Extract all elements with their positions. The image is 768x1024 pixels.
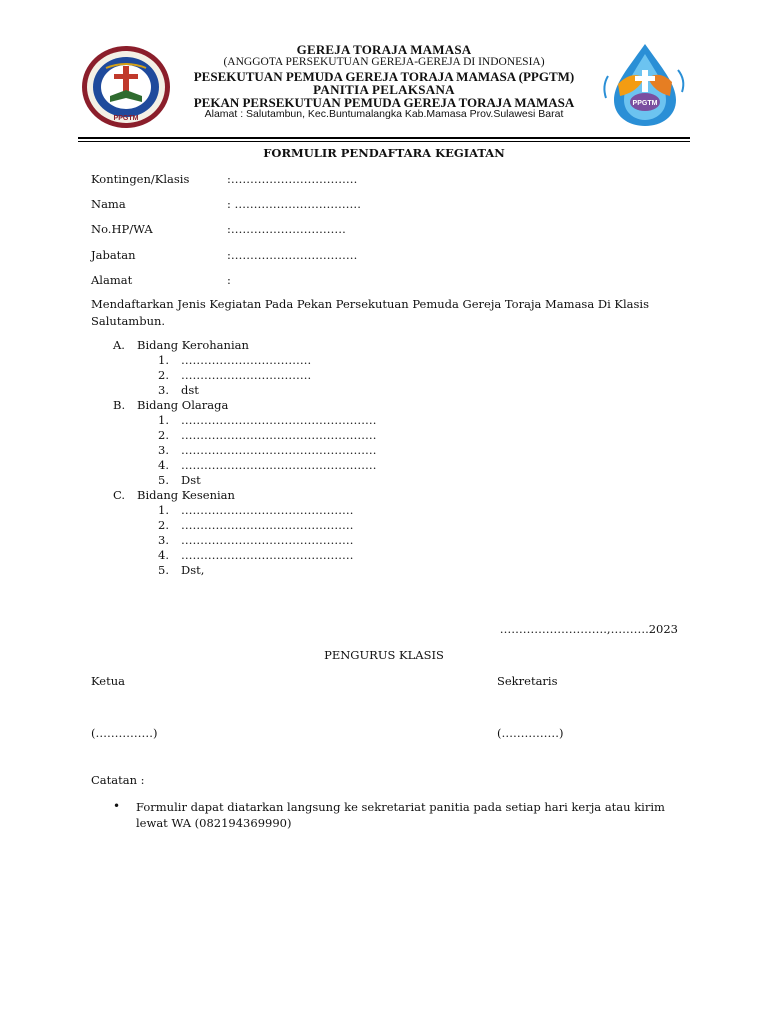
item-blank[interactable]: …………………………………………… — [181, 428, 377, 442]
item-blank[interactable]: ……………………………………… — [181, 518, 354, 532]
item-number: 3. — [158, 383, 169, 397]
sekretaris-label: Sekretaris — [497, 674, 558, 688]
form-title: FORMULIR PENDAFTARA KEGIATAN — [263, 146, 505, 160]
intro-paragraph: Mendaftarkan Jenis Kegiatan Pada Pekan Persekutuan Pemuda Gereja Toraja Mamasa Di Klasis Salutambun. — [91, 297, 650, 328]
item-blank[interactable]: …………………………………………… — [181, 443, 377, 457]
section-title: Bidang Kesenian — [137, 488, 235, 502]
church-name: GEREJA TORAJA MAMASA — [296, 42, 472, 57]
item-number: 1. — [158, 413, 169, 427]
church-affiliation: (ANGGOTA PERSEKUTUAN GEREJA-GEREJA DI INDONESIA) — [223, 56, 545, 68]
date-line[interactable]: ……………………….,……….2023 — [499, 622, 678, 636]
field-blank[interactable]: :………………………… — [227, 222, 346, 236]
item-number: 2. — [158, 518, 169, 532]
logo-left-text: PPGTM — [113, 115, 139, 122]
field-label: Alamat — [91, 273, 133, 287]
section-title: Bidang Olaraga — [137, 398, 229, 412]
letterhead — [170, 43, 598, 119]
item-text: Dst — [181, 473, 201, 487]
address-line: Alamat : Salutambun, Kec.Buntumalangka Kab.Mamasa Prov.Sulawesi Barat — [204, 107, 564, 120]
section-letter: B. — [113, 398, 126, 412]
field-blank[interactable]: : — [227, 273, 231, 287]
ppgtm-emblem-left — [80, 44, 172, 130]
field-label: Kontingen/Klasis — [91, 172, 190, 186]
header-divider-thick — [78, 137, 690, 139]
note-text: Formulir dapat diatarkan langsung ke sekretariat panitia pada setiap hari kerja atau kirim lewat WA (082194369990) — [136, 800, 665, 830]
item-blank[interactable]: ……………………………………… — [181, 548, 354, 562]
item-text: Dst, — [181, 563, 205, 577]
field-label: Jabatan — [91, 248, 136, 262]
event-logo-right — [598, 40, 692, 130]
item-number: 1. — [158, 353, 169, 367]
item-number: 3. — [158, 443, 169, 457]
committee-name: PANITIA PELAKSANA — [313, 81, 455, 97]
pengurus-title: PENGURUS KLASIS — [324, 648, 444, 662]
catatan-label: Catatan : — [91, 773, 145, 787]
section-letter: C. — [113, 488, 126, 502]
section-letter: A. — [113, 338, 125, 352]
field-label: Nama — [91, 197, 126, 211]
header-divider-thin — [78, 141, 690, 142]
item-number: 2. — [158, 368, 169, 382]
item-number: 5. — [158, 473, 169, 487]
ketua-label: Ketua — [91, 674, 125, 688]
item-blank[interactable]: …………………………………………… — [181, 413, 377, 427]
item-number: 3. — [158, 533, 169, 547]
ketua-signature-blank[interactable]: (……………) — [91, 726, 158, 740]
item-blank[interactable]: …………………………………………… — [181, 458, 377, 472]
sekretaris-signature-blank[interactable]: (……………) — [497, 726, 564, 740]
bullet-icon: • — [113, 799, 121, 813]
item-number: 4. — [158, 548, 169, 562]
event-name: PEKAN PERSEKUTUAN PEMUDA GEREJA TORAJA MAMASA — [193, 94, 575, 110]
item-blank[interactable]: ……………………………………… — [181, 503, 354, 517]
item-number: 5. — [158, 563, 169, 577]
item-number: 4. — [158, 458, 169, 472]
field-blank[interactable]: : …………………………… — [227, 197, 362, 211]
youth-organization: PESEKUTUAN PEMUDA GEREJA TORAJA MAMASA (PPGTM) — [193, 68, 575, 84]
field-blank[interactable]: :…………………………… — [227, 172, 358, 186]
logo-right-text: PPGTM — [632, 100, 658, 107]
item-blank[interactable]: ……………………………. — [181, 368, 312, 382]
item-text: dst — [181, 383, 199, 397]
field-blank[interactable]: :…………………………… — [227, 248, 358, 262]
item-blank[interactable]: ……………………………………… — [181, 533, 354, 547]
item-number: 2. — [158, 428, 169, 442]
item-blank[interactable]: ……………………………. — [181, 353, 312, 367]
section-title: Bidang Kerohanian — [137, 338, 249, 352]
item-number: 1. — [158, 503, 169, 517]
field-label: No.HP/WA — [91, 222, 153, 236]
